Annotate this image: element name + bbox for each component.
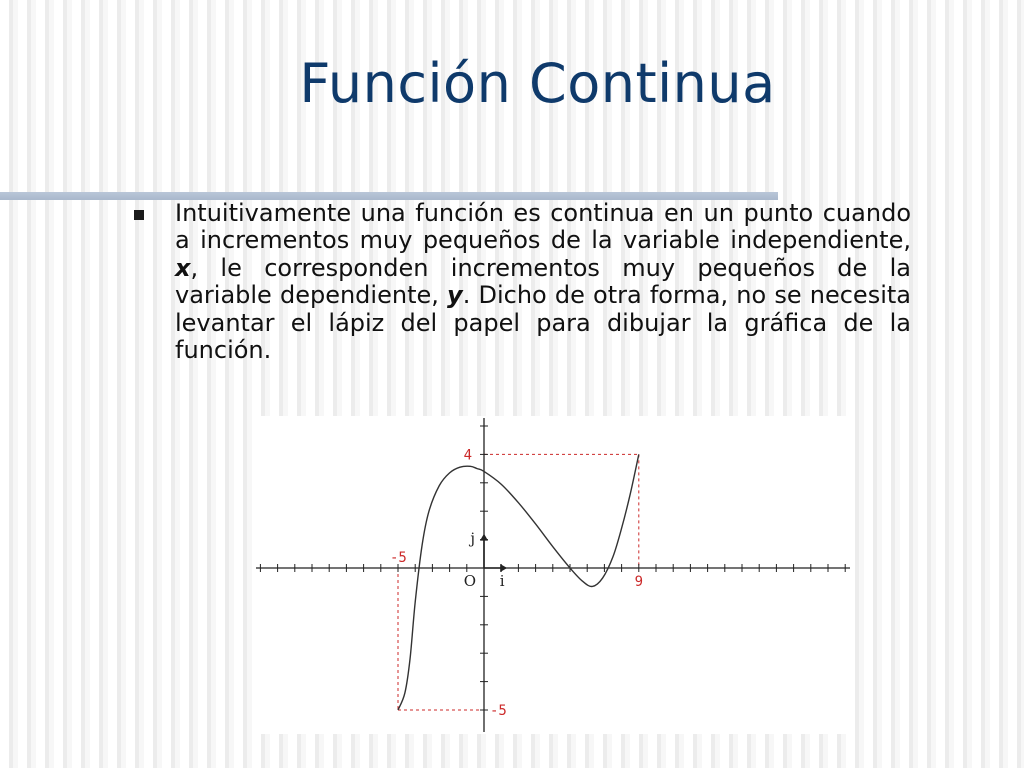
function-graph (254, 416, 850, 734)
unit-i-label: i (499, 572, 505, 590)
variable-y: y (447, 281, 463, 310)
slide-title: Función Continua (299, 52, 776, 115)
bullet-text-part: , le corresponden incrementos muy pequeños de la variable dependiente, (175, 253, 911, 310)
unit-j-label: j (470, 529, 475, 548)
origin-label: O (463, 572, 476, 590)
y-min-label: -5 (490, 703, 507, 719)
y-max-label: 4 (463, 447, 472, 464)
x-min-label: -5 (390, 550, 407, 566)
bullet-square-icon (134, 210, 144, 220)
x-max-label: 9 (634, 574, 644, 590)
bullet-text-part: Intuitivamente una función es continua en un punto cuando a incrementos muy pequeños de la variable independiente, (175, 199, 911, 255)
graph-canvas (254, 416, 850, 734)
bullet-text-part: . Dicho de otra forma, no se necesita levantar el lápiz del papel para dibujar la gráfica de la función. (175, 281, 911, 365)
variable-x: x (175, 253, 191, 282)
function-curve (398, 454, 639, 710)
bullet-paragraph (175, 200, 911, 364)
